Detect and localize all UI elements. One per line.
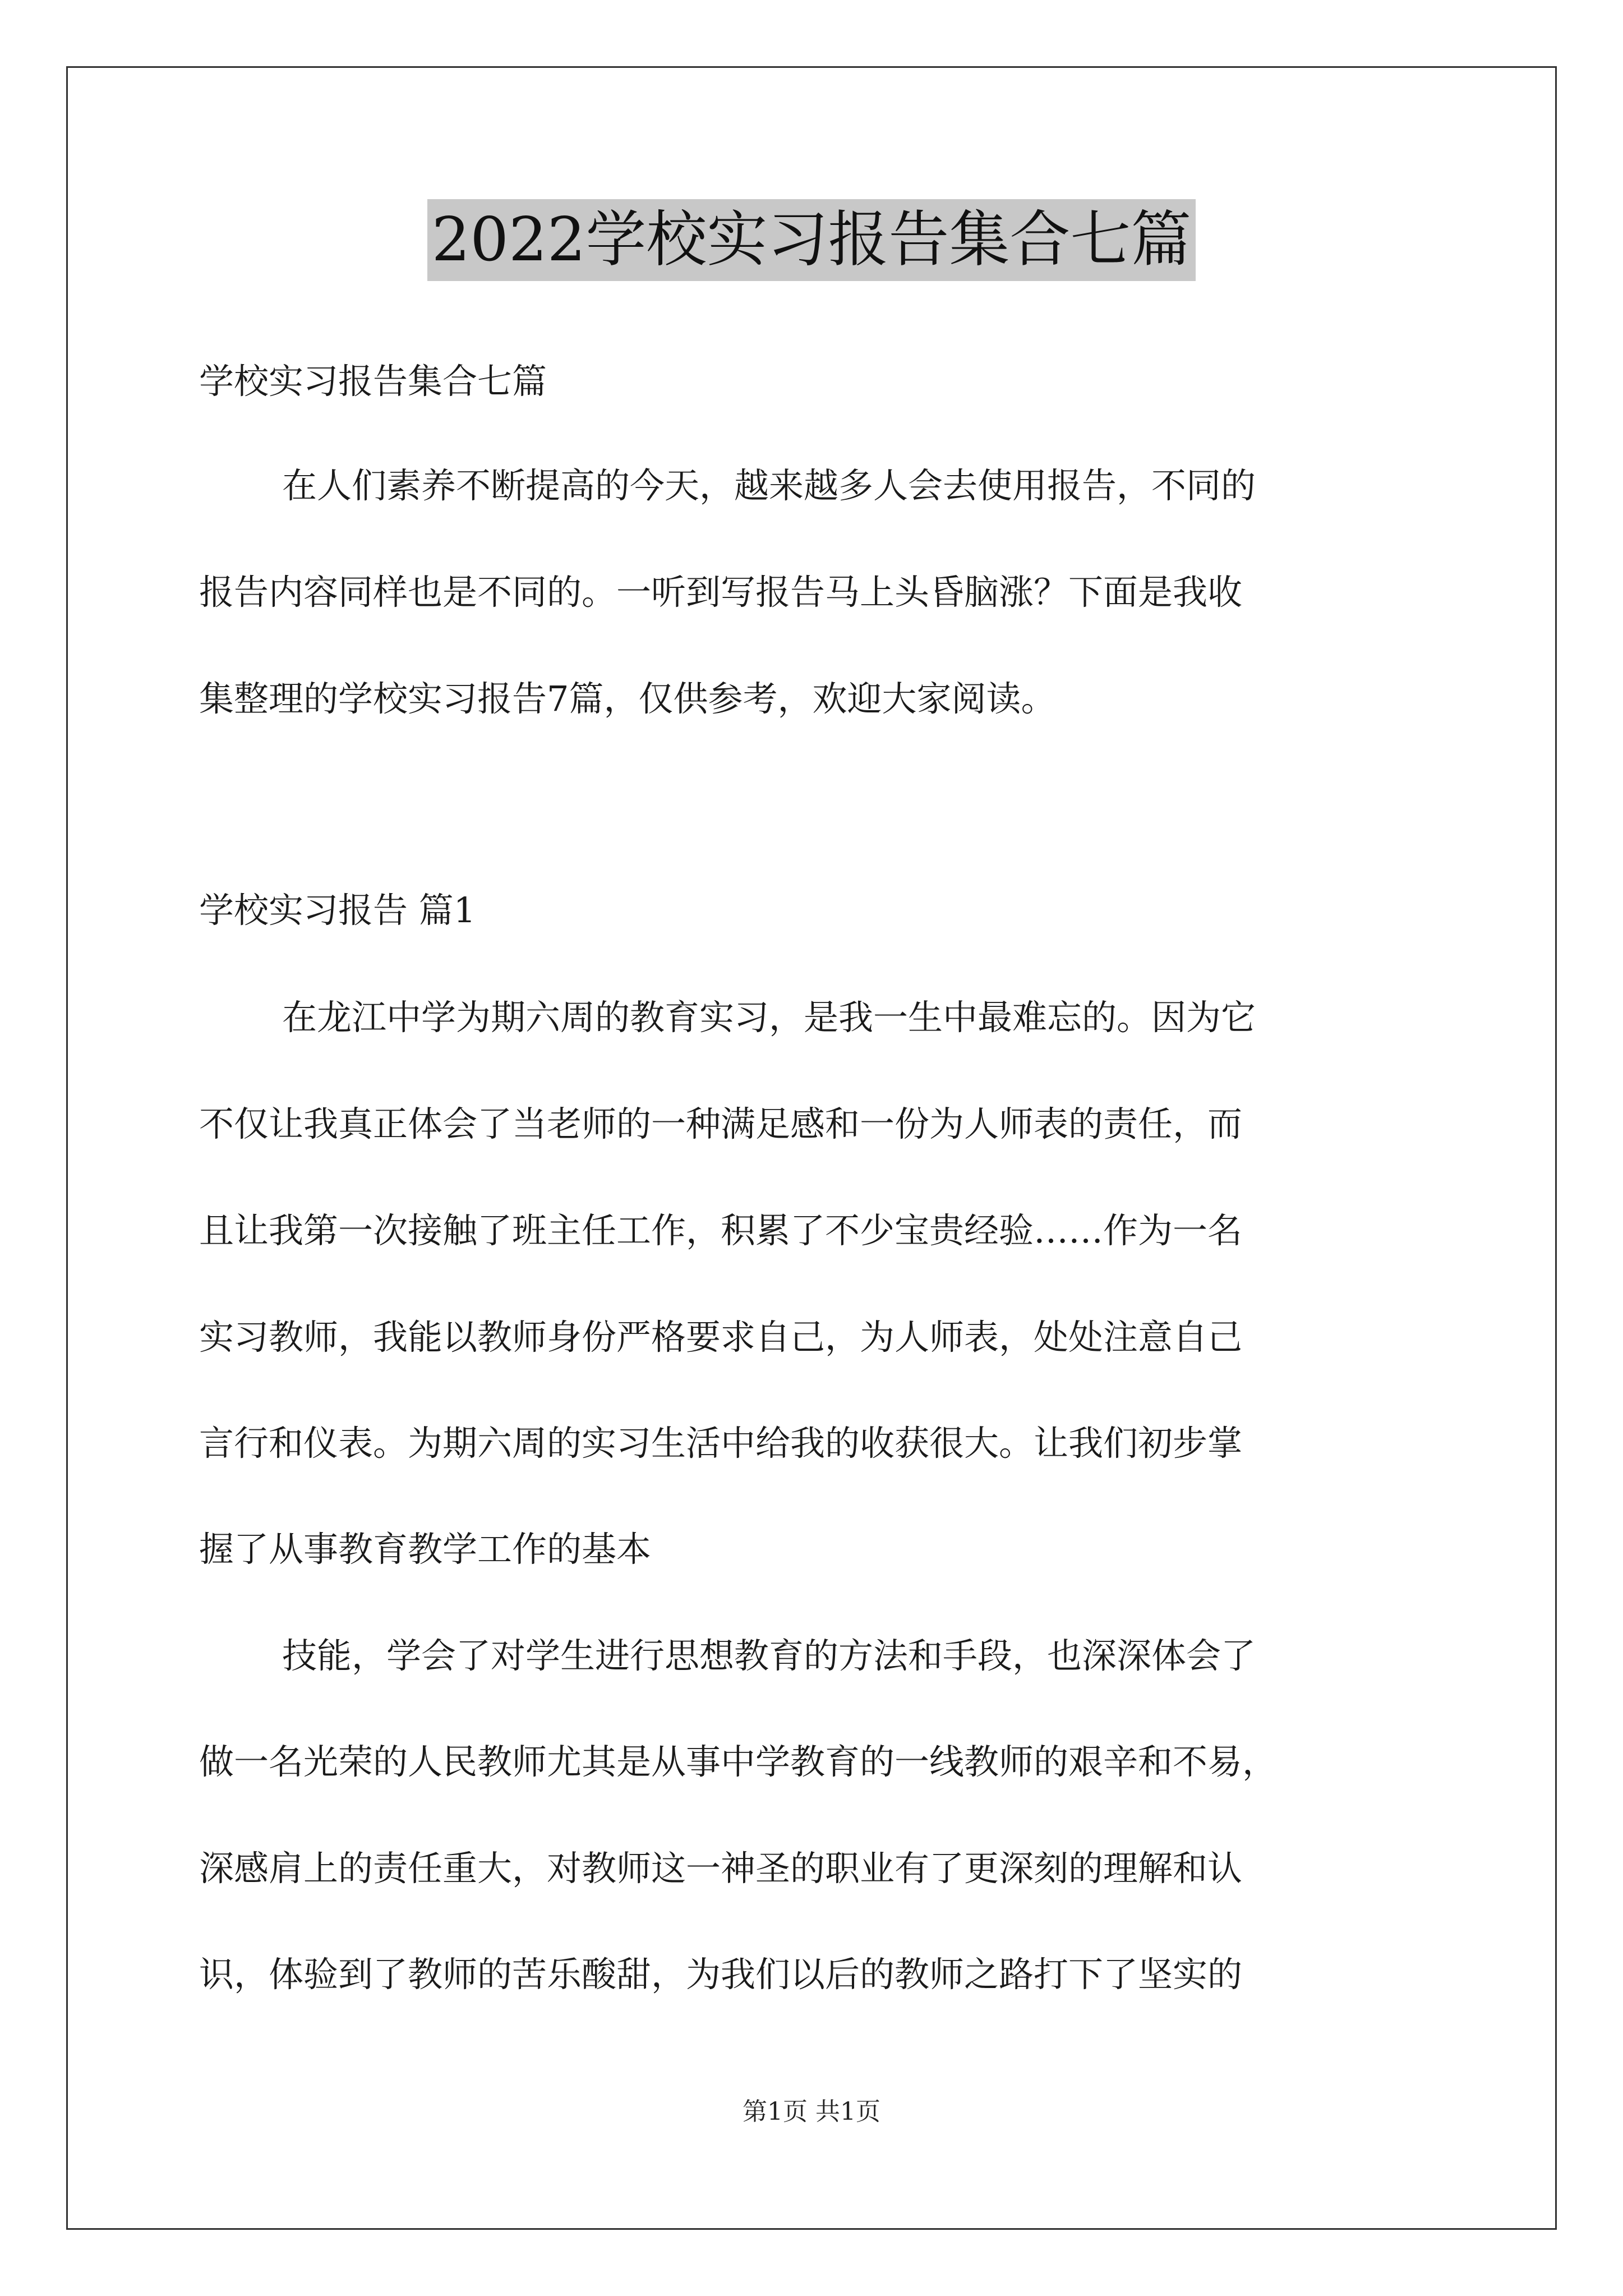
section-heading: 学校实习报告 篇1 <box>199 890 476 931</box>
intro-line: 在人们素养不断提高的今天，越来越多人会去使用报告，不同的 <box>282 465 1256 506</box>
page-footer: 第1页 共1页 <box>743 2097 880 2126</box>
paragraph-line: 深感肩上的责任重大，对教师这一神圣的职业有了更深刻的理解和认 <box>199 1848 1243 1889</box>
paragraph-line: 不仅让我真正体会了当老师的一种满足感和一份为人师表的责任，而 <box>199 1103 1243 1144</box>
document-subtitle: 学校实习报告集合七篇 <box>199 361 547 402</box>
intro-line: 集整理的学校实习报告7篇，仅供参考，欢迎大家阅读。 <box>199 678 1056 719</box>
paragraph-line: 技能，学会了对学生进行思想教育的方法和手段，也深深体会了 <box>282 1635 1256 1676</box>
paragraph-line: 实习教师，我能以教师身份严格要求自己，为人师表，处处注意自己 <box>199 1317 1243 1358</box>
document-title: 2022学校实习报告集合七篇 <box>427 199 1196 281</box>
paragraph-line: 言行和仪表。为期六周的实习生活中给我的收获很大。让我们初步掌 <box>199 1423 1243 1464</box>
paragraph-line: 在龙江中学为期六周的教育实习，是我一生中最难忘的。因为它 <box>282 997 1256 1038</box>
paragraph-line: 握了从事教育教学工作的基本 <box>199 1529 652 1570</box>
paragraph-line: 且让我第一次接触了班主任工作，积累了不少宝贵经验……作为一名 <box>199 1210 1243 1251</box>
title-container <box>0 199 1623 281</box>
paragraph-line: 识，体验到了教师的苦乐酸甜，为我们以后的教师之路打下了坚实的 <box>199 1954 1243 1995</box>
paragraph-line: 做一名光荣的人民教师尤其是从事中学教育的一线教师的艰辛和不易， <box>199 1741 1278 1782</box>
intro-line: 报告内容同样也是不同的。一听到写报告马上头昏脑涨？下面是我收 <box>199 572 1243 613</box>
